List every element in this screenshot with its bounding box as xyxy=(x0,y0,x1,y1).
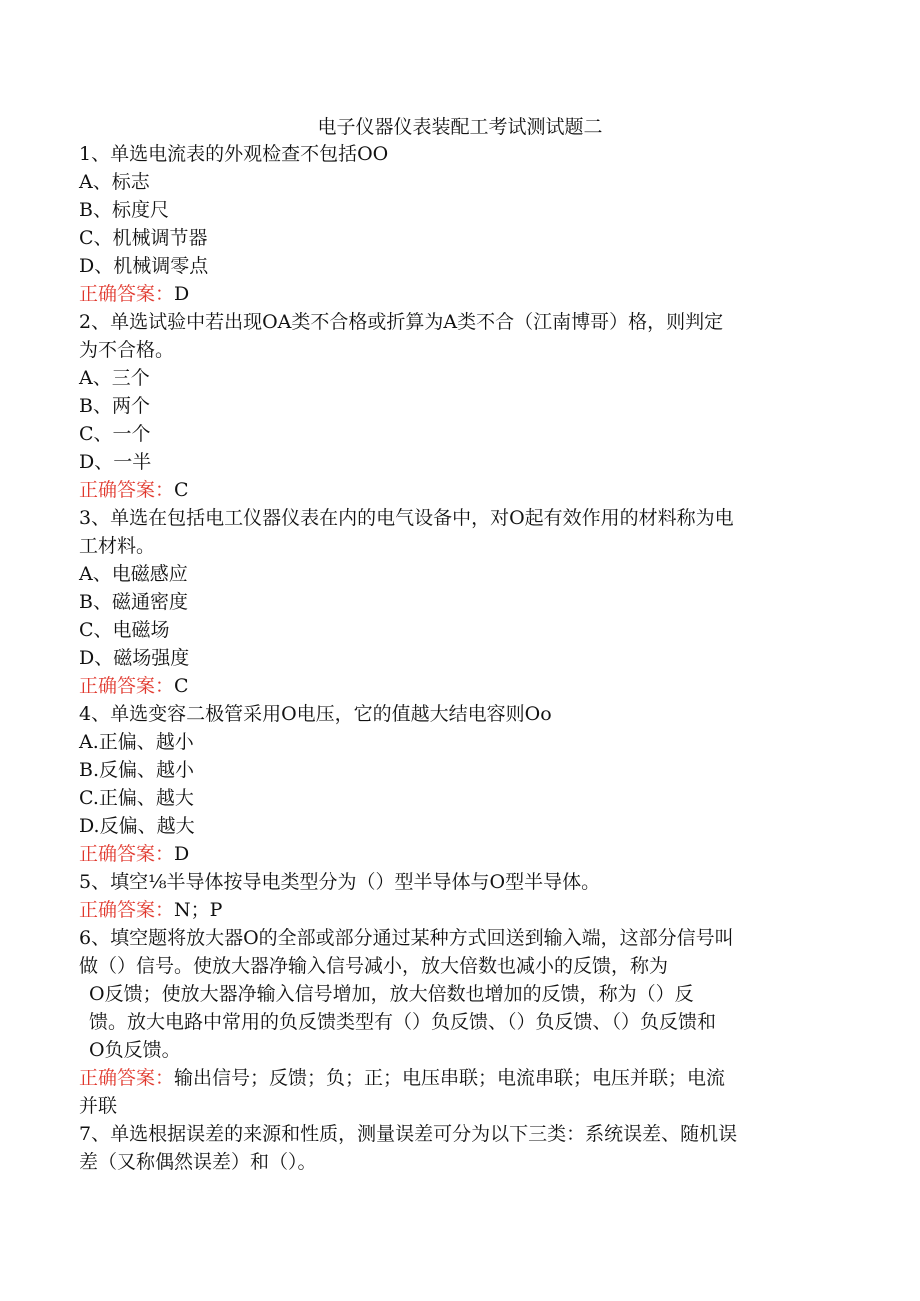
question-7-stem-line-2: 差（又称偶然误差）和（）。 xyxy=(79,1151,317,1173)
question-3-option-b: B、磁通密度 xyxy=(79,591,188,613)
question-4-option-b: B.反偏、越小 xyxy=(79,759,195,781)
question-1-option-d: D、机械调零点 xyxy=(79,255,209,277)
question-3-answer xyxy=(79,672,829,700)
answer-value: D xyxy=(174,283,190,305)
answer-value: C xyxy=(174,675,189,697)
question-3-stem-line-2: 工材料。 xyxy=(79,535,156,557)
answer-label: 正确答案： xyxy=(79,899,175,921)
question-list xyxy=(79,140,829,1176)
question-2-stem-line-1: 2、单选试验中若出现OA类不合格或折算为A类不合（江南博哥）格，则判定 xyxy=(79,311,724,333)
question-4-stem: 4、单选变容二极管采用O电压，它的值越大结电容则Oo xyxy=(79,703,552,725)
question-2-option-a: A、三个 xyxy=(79,367,150,389)
answer-label: 正确答案： xyxy=(79,843,175,865)
question-2-stem-line-2: 为不合格。 xyxy=(79,339,175,361)
question-2-option-b: B、两个 xyxy=(79,395,150,417)
question-1-answer xyxy=(79,280,829,308)
question-5-answer xyxy=(79,896,829,924)
question-6-answer-line-2: 并联 xyxy=(79,1095,118,1117)
answer-value: D xyxy=(174,843,190,865)
question-3-option-a: A、电磁感应 xyxy=(79,563,188,585)
answer-label: 正确答案： xyxy=(79,479,175,501)
question-2-option-d: D、一半 xyxy=(79,451,152,473)
question-6-stem-line-1: 6、填空题将放大器O的全部或部分通过某种方式回送到输入端，这部分信号叫 xyxy=(79,927,734,949)
question-4-answer xyxy=(79,840,829,868)
question-5-stem: 5、填空⅛半导体按导电类型分为（）型半导体与O型半导体。 xyxy=(79,871,601,893)
page-title: 电子仪器仪表装配工考试测试题二 xyxy=(317,116,603,138)
question-1-option-c: C、机械调节器 xyxy=(79,227,208,249)
question-4-option-c: C.正偏、越大 xyxy=(79,787,194,809)
answer-label: 正确答案： xyxy=(79,283,175,305)
question-6-stem-line-4: 馈。放大电路中常用的负反馈类型有（）负反馈、（）负反馈、（）负反馈和 xyxy=(89,1011,717,1033)
answer-value: 输出信号；反馈；负；正；电压串联；电流串联；电压并联；电流 xyxy=(174,1067,726,1089)
answer-label: 正确答案： xyxy=(79,1067,175,1089)
answer-label: 正确答案： xyxy=(79,675,175,697)
question-3-option-d: D、磁场强度 xyxy=(79,647,190,669)
question-6-stem-line-5: O负反馈。 xyxy=(89,1039,181,1061)
question-1-option-a: A、标志 xyxy=(79,171,150,193)
question-2-answer xyxy=(79,476,829,504)
question-6-answer xyxy=(79,1064,829,1092)
question-4-option-d: D.反偏、越大 xyxy=(79,815,195,837)
question-4-option-a: A.正偏、越小 xyxy=(79,731,194,753)
question-1-option-b: B、标度尺 xyxy=(79,199,169,221)
question-3-option-c: C、电磁场 xyxy=(79,619,170,641)
question-3-stem-line-1: 3、单选在包括电工仪器仪表在内的电气设备中，对O起有效作用的材料称为电 xyxy=(79,507,734,529)
answer-value: N；P xyxy=(174,899,223,921)
question-2-option-c: C、一个 xyxy=(79,423,151,445)
question-6-stem-line-3: O反馈；使放大器净输入信号增加，放大倍数也增加的反馈，称为（）反 xyxy=(89,983,694,1005)
question-6-stem-line-2: 做（）信号。使放大器净输入信号减小，放大倍数也减小的反馈，称为 xyxy=(79,955,669,977)
answer-value: C xyxy=(174,479,189,501)
question-1-stem: 1、单选电流表的外观检查不包括OO xyxy=(79,143,389,165)
question-7-stem-line-1: 7、单选根据误差的来源和性质，测量误差可分为以下三类：系统误差、随机误 xyxy=(79,1123,738,1145)
